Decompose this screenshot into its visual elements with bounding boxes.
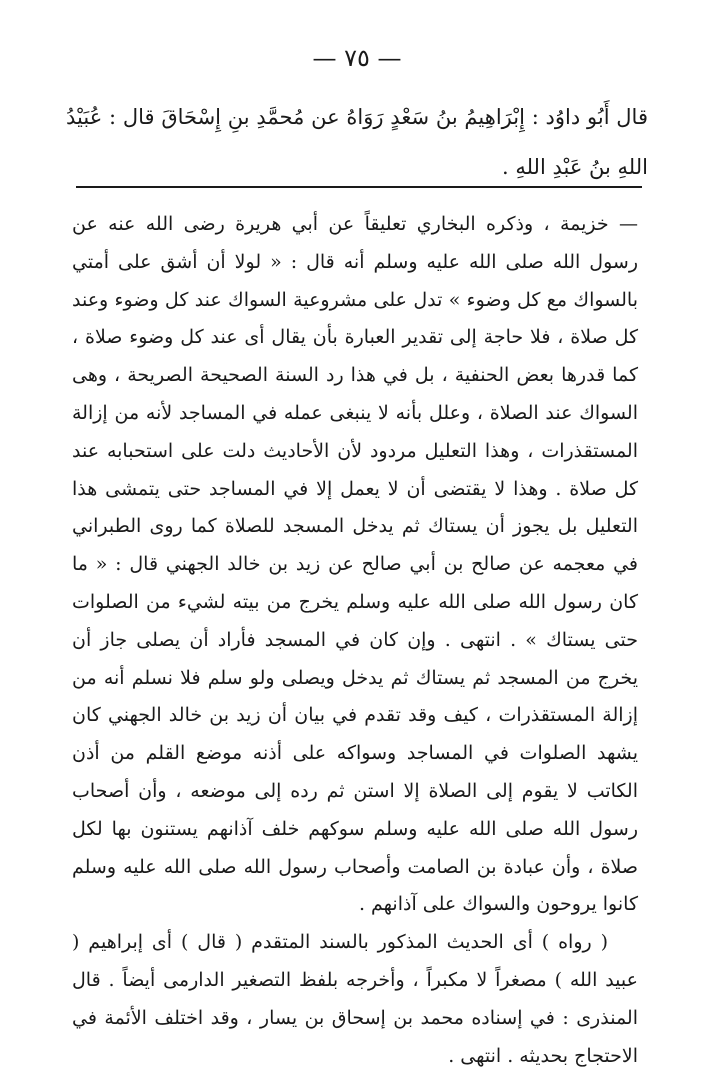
commentary-paragraph-1: — خزيمة ، وذكره البخاري تعليقاً عن أبي هريرة رضى الله عنه عن رسول الله صلى الله عليه وسلم أنه قال : « لولا أن أشق على أمتي بالسواك مع كل وضوء » تدل على مشروعية السواك عند كل وضوء وعند كل صلاة ، فلا حاجة إلى تقدير العبارة بأن يقال أى عند كل وضوء صلاة ، كما قدرها بعض الحنفية ، بل في هذا رد السنة الصحيحة الصريحة ، وهى السواك عند الصلاة ، وعلل بأنه لا ينبغى عمله في المساجد لأنه من إزالة المستقذرات ، وهذا التعليل مردود لأن الأحاديث دلت على استحبابه عند كل صلاة . وهذا لا يقتضى أن لا يعمل إلا في المساجد حتى يتمشى هذا التعليل بل يجوز أن يستاك ثم يدخل المسجد للصلاة كما روى الطبراني في معجمه عن صالح بن أبي صالح عن زيد بن خالد الجهني قال : « ما كان رسول الله صلى الله عليه وسلم يخرج من بيته لشيء من الصلوات حتى يستاك » . انتهى . وإن كان في المسجد فأراد أن يصلى جاز أن يخرج من المسجد ثم يستاك ثم يدخل ويصلى ولو سلم فلا نسلم أنه من إزالة المستقذرات ، كيف وقد تقدم في بيان أن زيد بن خالد الجهني كان يشهد الصلوات في المساجد وسواكه على أذنه موضع القلم من أذن الكاتب لا يقوم إلى الصلاة إلا استن ثم رده إلى موضعه ، وأن أصحاب رسول الله صلى الله عليه وسلم سوكهم خلف آذانهم يستنون بها لكل صلاة ، وأن عبادة بن الصامت وأصحاب رسول الله صلى الله عليه وسلم كانوا يروحون والسواك على آذانهم .	[72, 213, 638, 916]
main-hadith-text	[66, 92, 648, 192]
commentary-paragraph-2: ( رواه ) أى الحديث المذكور بالسند المتقدم ( قال ) أى إبراهيم ( عبيد الله ) مصغراً لا مكبراً ، وأخرجه بلفظ التصغير الدارمى أيضاً . قال المنذرى : في إسناده محمد بن إسحاق بن يسار ، وقد اختلف الأئمة في الاحتجاج بحديثه . انتهى .	[72, 931, 638, 1067]
footnote-separator	[76, 186, 642, 188]
page-number: — ٧٥ —	[312, 44, 402, 72]
commentary-text	[72, 206, 638, 1075]
main-text-line: قال أَبُو داوُد : إِبْرَاهِيمُ بنُ سَعْدٍ رَوَاهُ عن مُحمَّدِ بنِ إِسْحَاقَ قال : عُبَيْدُ اللهِ بنُ عَبْدِ اللهِ .	[66, 105, 648, 179]
